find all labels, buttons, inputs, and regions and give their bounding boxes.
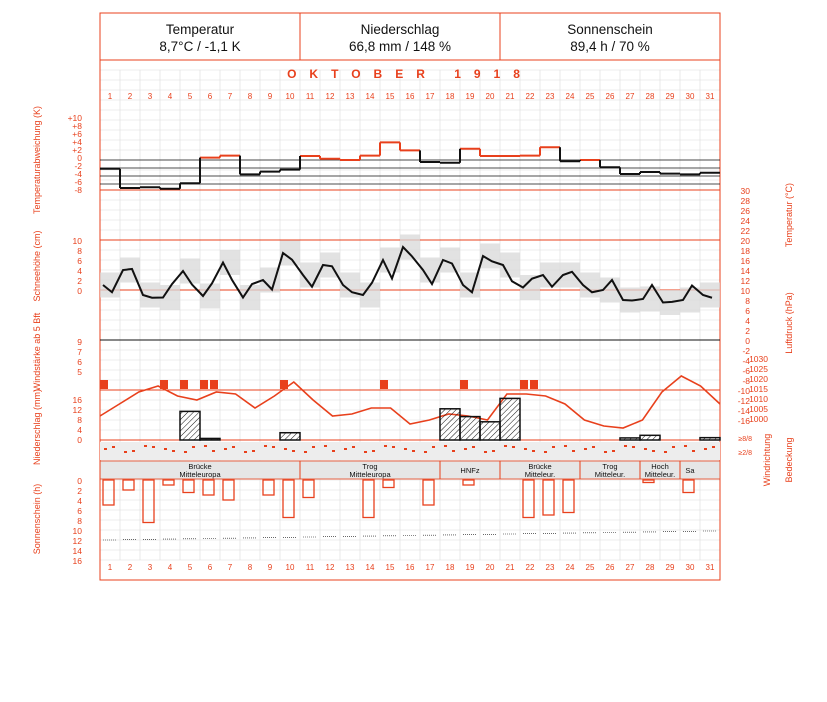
wind-strength-marker xyxy=(380,380,388,389)
day-label-bottom: 25 xyxy=(585,563,595,572)
day-label-top: 11 xyxy=(305,92,315,101)
wind-direction-dot xyxy=(584,448,587,450)
mean-temperature-tick: -2 xyxy=(742,346,750,356)
precipitation-bar xyxy=(200,438,220,440)
day-label-bottom: 17 xyxy=(425,563,435,572)
day-label-bottom: 19 xyxy=(465,563,475,572)
sunshine-bar xyxy=(423,480,434,505)
precipitation-tick: 4 xyxy=(77,425,82,435)
anomaly-bar xyxy=(540,147,560,160)
cover-dot xyxy=(612,450,615,452)
precipitation-tick: 12 xyxy=(72,405,82,415)
day-label-bottom: 31 xyxy=(705,563,715,572)
anomaly-bar xyxy=(660,160,680,174)
precipitation-bar xyxy=(700,438,720,440)
cover-axis-title: Bedeckung xyxy=(784,437,794,483)
wind-direction-dot xyxy=(464,448,467,450)
day-label-top: 26 xyxy=(605,92,615,101)
weather-regime-label: Trog xyxy=(602,462,618,471)
wind-strength-marker xyxy=(520,380,528,389)
wind-direction-dot xyxy=(384,445,387,447)
day-label-bottom: 15 xyxy=(385,563,395,572)
sunshine-tick: 16 xyxy=(72,556,82,566)
day-label-bottom: 10 xyxy=(285,563,295,572)
mean-temperature-tick: 30 xyxy=(740,186,750,196)
day-label-bottom: 22 xyxy=(525,563,535,572)
air-pressure-axis-title: Luftdruck (hPa) xyxy=(784,292,794,354)
wind-direction-dot xyxy=(624,445,627,447)
day-label-bottom: 21 xyxy=(505,563,515,572)
precipitation-label: Niederschlag xyxy=(360,22,440,37)
mean-temperature-tick: 0 xyxy=(745,336,750,346)
anomaly-bar xyxy=(400,150,420,160)
mean-temperature-tick: 10 xyxy=(740,286,750,296)
sunshine-tick: 12 xyxy=(72,536,82,546)
mean-temperature-tick: 6 xyxy=(745,306,750,316)
day-label-bottom: 1 xyxy=(107,563,113,572)
temperature-label: Temperatur xyxy=(165,22,235,37)
day-label-top: 30 xyxy=(685,92,695,101)
sunshine-bar xyxy=(143,480,154,523)
cover-dot xyxy=(272,446,275,448)
cover-dot xyxy=(232,446,235,448)
mean-temperature-tick: 24 xyxy=(740,216,750,226)
day-label-top: 27 xyxy=(625,92,635,101)
cover-dot xyxy=(472,446,475,448)
day-label-top: 18 xyxy=(445,92,455,101)
precipitation-bar xyxy=(460,417,480,440)
day-label-top: 24 xyxy=(565,92,575,101)
sunshine-label: Sonnenschein xyxy=(567,22,653,37)
day-label-top: 10 xyxy=(285,92,295,101)
air-pressure-tick: 1025 xyxy=(749,364,768,374)
day-label-top: 8 xyxy=(247,92,253,101)
day-label-bottom: 4 xyxy=(167,563,173,572)
cover-dot xyxy=(212,450,215,452)
sunshine-tick: 14 xyxy=(72,546,82,556)
temperature-anomaly-tick: +8 xyxy=(72,121,82,131)
day-label-bottom: 16 xyxy=(405,563,415,572)
temperature-anomaly-tick: -2 xyxy=(74,161,82,171)
wind-direction-dot xyxy=(164,448,167,450)
day-label-top: 3 xyxy=(147,92,153,101)
sunshine-bar xyxy=(643,480,654,483)
day-label-bottom: 8 xyxy=(247,563,253,572)
weather-regime-label: Sa xyxy=(685,466,695,475)
weather-regime-label: Mitteleur. xyxy=(644,470,676,479)
wind-direction-dot xyxy=(124,451,127,453)
temperature-anomaly-tick: +10 xyxy=(67,113,82,123)
temperature-anomaly-tick: -6 xyxy=(74,177,82,187)
snow-depth-tick: 0 xyxy=(77,286,82,296)
day-label-top: 28 xyxy=(645,92,655,101)
air-pressure-tick: -12 xyxy=(737,396,750,406)
mean-temperature-tick: 16 xyxy=(740,256,750,266)
cover-dot xyxy=(392,446,395,448)
day-label-bottom: 13 xyxy=(345,563,355,572)
day-label-top: 6 xyxy=(207,92,213,101)
anomaly-bar xyxy=(100,160,120,169)
day-label-bottom: 7 xyxy=(227,563,233,572)
anomaly-bar xyxy=(460,149,480,160)
day-label-top: 15 xyxy=(385,92,395,101)
wind-strength-tick: 7 xyxy=(77,347,82,357)
cover-dot xyxy=(352,446,355,448)
day-label-top: 13 xyxy=(345,92,355,101)
day-label-top: 4 xyxy=(167,92,173,101)
precipitation-bar xyxy=(640,435,660,440)
mean-temperature-tick: 4 xyxy=(745,316,750,326)
weather-regime-label: Mitteleur. xyxy=(594,470,626,479)
air-pressure-tick: 1000 xyxy=(749,414,768,424)
air-pressure-tick: -6 xyxy=(742,366,750,376)
wind-direction-dot xyxy=(564,445,567,447)
sunshine-tick: 0 xyxy=(77,476,82,486)
cover-dot xyxy=(492,450,495,452)
anomaly-bar xyxy=(160,160,180,189)
day-label-top: 20 xyxy=(485,92,495,101)
sunshine-bar xyxy=(183,480,194,493)
sunshine-tick: 8 xyxy=(77,516,82,526)
wind-direction-dot xyxy=(604,451,607,453)
day-label-bottom: 12 xyxy=(325,563,335,572)
mean-temperature-axis-title: Temperatur (°C) xyxy=(784,182,794,248)
precipitation-tick: 16 xyxy=(72,395,82,405)
air-pressure-tick: 1020 xyxy=(749,374,768,384)
anomaly-bar xyxy=(240,160,260,174)
wind-direction-dot xyxy=(144,445,147,447)
temperature-anomaly-tick: +4 xyxy=(72,137,82,147)
anomaly-bar xyxy=(600,160,620,167)
wind-strength-axis-title: Windstärke ab 5 Bft xyxy=(32,312,42,392)
mean-temperature-tick: 20 xyxy=(740,236,750,246)
day-label-top: 29 xyxy=(665,92,675,101)
anomaly-bar xyxy=(380,142,400,160)
temperature-anomaly-tick: +6 xyxy=(72,129,82,139)
cover-dot xyxy=(592,446,595,448)
day-label-bottom: 2 xyxy=(127,563,133,572)
temperature-anomaly-tick: -8 xyxy=(74,185,82,195)
precipitation-tick: 8 xyxy=(77,415,82,425)
wind-direction-dot xyxy=(284,448,287,450)
snow-depth-tick: 6 xyxy=(77,256,82,266)
mean-temperature-tick: 2 xyxy=(745,326,750,336)
air-pressure-tick: -10 xyxy=(737,386,750,396)
sunshine-bar xyxy=(463,480,474,485)
wind-direction-dot xyxy=(504,445,507,447)
cover-dot xyxy=(552,446,555,448)
air-pressure-tick: 1005 xyxy=(749,404,768,414)
sunshine-bar xyxy=(523,480,534,518)
wind-direction-dot xyxy=(184,451,187,453)
air-pressure-tick: -14 xyxy=(737,406,750,416)
day-label-bottom: 30 xyxy=(685,563,695,572)
anomaly-bar xyxy=(620,160,640,174)
snow-depth-tick: 8 xyxy=(77,246,82,256)
wind-direction-dot xyxy=(664,451,667,453)
weather-regime-label: Brücke xyxy=(188,462,212,471)
day-label-bottom: 28 xyxy=(645,563,655,572)
cover-dot xyxy=(152,446,155,448)
cover-dot xyxy=(332,450,335,452)
precipitation-bar xyxy=(620,438,640,440)
snow-depth-axis-title: Schneehöhe (cm) xyxy=(32,230,42,302)
air-pressure-tick: -16 xyxy=(737,416,750,426)
cover-dot xyxy=(632,446,635,448)
precipitation-bar xyxy=(440,409,460,440)
cover-dot xyxy=(372,450,375,452)
sunshine-bar xyxy=(363,480,374,518)
precipitation-bar xyxy=(480,422,500,440)
precipitation-tick: 0 xyxy=(77,435,82,445)
wind-direction-legend: ≥2/8 xyxy=(738,450,752,457)
temperature-summary xyxy=(100,13,300,59)
sunshine-bar xyxy=(103,480,114,505)
day-label-top: 22 xyxy=(525,92,535,101)
weather-regime-label: Mitteleur. xyxy=(524,470,556,479)
wind-direction-dot xyxy=(364,451,367,453)
day-label-bottom: 26 xyxy=(605,563,615,572)
weather-regime-label: Mitteleuropa xyxy=(179,470,221,479)
wind-direction-dot xyxy=(344,448,347,450)
air-pressure-tick: 1030 xyxy=(749,354,768,364)
cover-dot xyxy=(172,450,175,452)
wind-strength-marker xyxy=(530,380,538,389)
day-label-top: 7 xyxy=(227,92,233,101)
day-label-bottom: 27 xyxy=(625,563,635,572)
sunshine-bar xyxy=(263,480,274,495)
day-label-top: 1 xyxy=(107,92,113,101)
day-label-top: 5 xyxy=(187,92,193,101)
snow-depth-tick: 4 xyxy=(77,266,82,276)
day-label-bottom: 20 xyxy=(485,563,495,572)
wind-strength-marker xyxy=(200,380,208,389)
wind-strength-tick: 6 xyxy=(77,357,82,367)
cover-dot xyxy=(432,446,435,448)
precipitation-bar xyxy=(180,411,200,440)
anomaly-bar xyxy=(700,160,720,173)
wind-strength-tick: 5 xyxy=(77,367,82,377)
wind-direction-dot xyxy=(324,445,327,447)
wind-direction-strip xyxy=(100,442,720,460)
temperature-anomaly-tick: 0 xyxy=(77,153,82,163)
sunshine-bar xyxy=(303,480,314,498)
sunshine-bar xyxy=(163,480,174,485)
day-label-bottom: 3 xyxy=(147,563,153,572)
sunshine-bar xyxy=(203,480,214,495)
sunshine-summary xyxy=(500,13,720,59)
sunshine-bar xyxy=(283,480,294,518)
cover-dot xyxy=(412,450,415,452)
day-label-top: 14 xyxy=(365,92,375,101)
day-label-top: 12 xyxy=(325,92,335,101)
mean-temperature-tick: 12 xyxy=(740,276,750,286)
sunshine-tick: 2 xyxy=(77,486,82,496)
cover-dot xyxy=(252,450,255,452)
day-label-top: 19 xyxy=(465,92,475,101)
wind-strength-tick: 9 xyxy=(77,337,82,347)
mean-temperature-tick: 22 xyxy=(740,226,750,236)
wind-direction-dot xyxy=(264,445,267,447)
sunshine-bar xyxy=(563,480,574,513)
cover-dot xyxy=(452,450,455,452)
weather-regime-label: Mitteleuropa xyxy=(349,470,391,479)
day-label-top: 31 xyxy=(705,92,715,101)
weather-regime-label: Brücke xyxy=(528,462,552,471)
snow-depth-tick: 10 xyxy=(72,236,82,246)
weather-regime-label: Hoch xyxy=(651,462,669,471)
day-label-bottom: 6 xyxy=(207,563,213,572)
air-pressure-tick: -4 xyxy=(742,356,750,366)
air-pressure-tick: 1015 xyxy=(749,384,768,394)
sunshine-value: 89,4 h / 70 % xyxy=(570,39,650,54)
wind-direction-dot xyxy=(104,448,107,450)
air-pressure-tick: -8 xyxy=(742,376,750,386)
month-title: OKTOBER 1918 xyxy=(287,67,533,81)
day-label-bottom: 24 xyxy=(565,563,575,572)
sunshine-tick: 6 xyxy=(77,506,82,516)
day-label-bottom: 18 xyxy=(445,563,455,572)
anomaly-bar xyxy=(140,160,160,187)
mean-temperature-tick: 8 xyxy=(745,296,750,306)
day-label-top: 16 xyxy=(405,92,415,101)
cover-dot xyxy=(692,450,695,452)
temperature-anomaly-axis-title: Temperaturabweichung (K) xyxy=(32,105,42,215)
wind-direction-dot xyxy=(644,448,647,450)
day-label-bottom: 14 xyxy=(365,563,375,572)
wind-strength-marker xyxy=(210,380,218,389)
wind-direction-dot xyxy=(204,445,207,447)
sunshine-bar xyxy=(123,480,134,490)
cover-dot xyxy=(652,450,655,452)
day-label-bottom: 29 xyxy=(665,563,675,572)
cover-dot xyxy=(192,446,195,448)
wind-direction-dot xyxy=(544,451,547,453)
mean-temperature-tick: 14 xyxy=(740,266,750,276)
cover-dot xyxy=(512,446,515,448)
temperature-anomaly-tick: -4 xyxy=(74,169,82,179)
wind-direction-dot xyxy=(444,445,447,447)
wind-direction-dot xyxy=(404,448,407,450)
mean-temperature-tick: 26 xyxy=(740,206,750,216)
wind-direction-dot xyxy=(524,448,527,450)
cover-dot xyxy=(292,450,295,452)
day-label-top: 9 xyxy=(267,92,273,101)
temperature-anomaly-tick: +2 xyxy=(72,145,82,155)
wind-direction-dot xyxy=(704,448,707,450)
day-label-top: 23 xyxy=(545,92,555,101)
wind-direction-dot xyxy=(484,451,487,453)
wind-strength-marker xyxy=(460,380,468,389)
precipitation-bar xyxy=(280,433,300,440)
wind-direction-dot xyxy=(304,451,307,453)
precipitation-bar xyxy=(500,398,520,440)
cover-dot xyxy=(572,450,575,452)
wind-strength-marker xyxy=(100,380,108,389)
precipitation-value: 66,8 mm / 148 % xyxy=(348,39,452,54)
sunshine-axis-title: Sonnenschein (h) xyxy=(32,483,42,555)
cover-dot xyxy=(532,450,535,452)
sunshine-tick: 10 xyxy=(72,526,82,536)
temperature-value: 8,7°C / -1,1 K xyxy=(159,39,241,54)
sunshine-bar xyxy=(383,480,394,488)
wind-direction-dot xyxy=(424,451,427,453)
precipitation-axis-title: Niederschlag (mm) xyxy=(32,388,42,466)
day-label-bottom: 9 xyxy=(267,563,273,572)
cover-dot xyxy=(132,450,135,452)
wind-direction-dot xyxy=(244,451,247,453)
cover-dot xyxy=(672,446,675,448)
wind-strength-marker xyxy=(160,380,168,389)
wind-strength-marker xyxy=(180,380,188,389)
cover-dot xyxy=(712,446,715,448)
wind-direction-dot xyxy=(684,445,687,447)
day-label-top: 25 xyxy=(585,92,595,101)
wind-direction-legend: ≥8/8 xyxy=(738,436,752,443)
day-label-bottom: 11 xyxy=(305,563,315,572)
precipitation-summary xyxy=(300,13,500,59)
cover-dot xyxy=(312,446,315,448)
day-label-bottom: 23 xyxy=(545,563,555,572)
cover-dot xyxy=(112,446,115,448)
anomaly-bar xyxy=(680,160,700,174)
wind-direction-dot xyxy=(224,448,227,450)
weather-regime-label: HNFz xyxy=(460,466,480,475)
mean-temperature-tick: 28 xyxy=(740,196,750,206)
day-label-top: 2 xyxy=(127,92,133,101)
snow-depth-tick: 2 xyxy=(77,276,82,286)
air-pressure-tick: 1010 xyxy=(749,394,768,404)
sunshine-bar xyxy=(683,480,694,493)
day-label-bottom: 5 xyxy=(187,563,193,572)
wind-strength-marker xyxy=(280,380,288,389)
day-label-top: 21 xyxy=(505,92,515,101)
mean-temperature-tick: 18 xyxy=(740,246,750,256)
day-label-top: 17 xyxy=(425,92,435,101)
sunshine-tick: 4 xyxy=(77,496,82,506)
weather-regime-label: Trog xyxy=(362,462,378,471)
wind-direction-axis-title: Windrichtung xyxy=(762,433,772,487)
